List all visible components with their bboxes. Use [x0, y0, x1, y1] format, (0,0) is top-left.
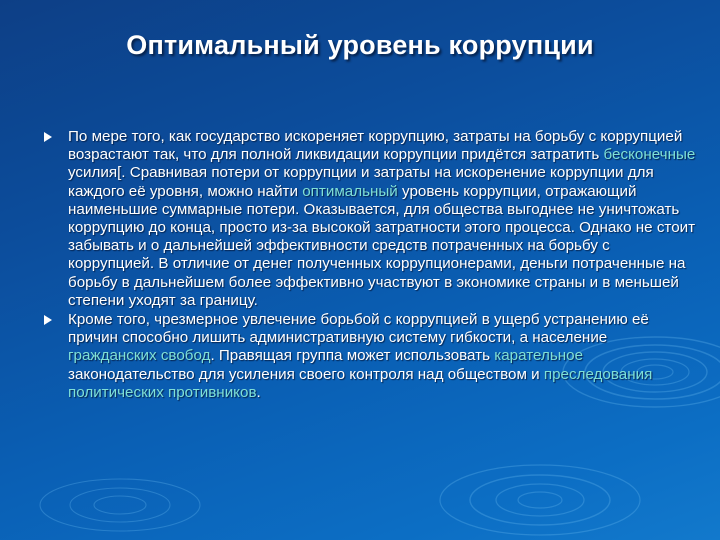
slide-title: Оптимальный уровень коррупции [126, 30, 594, 60]
triangle-bullet-icon [44, 132, 52, 142]
highlighted-term: бесконечные [603, 146, 696, 164]
slide-body [44, 128, 696, 403]
text-segment: уровень коррупции, отражающий наименьшие суммарные потери. Оказывается, для общества выгоднее не уничтожать коррупцию до конца, просто из-за высокой затратности этого процесса. Однако не стоит забывать и о дальнейшей эффективности средств потраченных на борьбу с коррупцией. В отличие от денег полученных коррупционерами, деньги потраченные на борьбу в дальнейшем более эффективно участвуют в экономике страны и в меньшей степени уходят за границу. [68, 182, 696, 309]
paragraph-text [68, 128, 695, 309]
bullet-paragraph [44, 311, 696, 402]
highlighted-term: оптимальный [302, 182, 398, 200]
text-segment: . Правящая группа может использовать [210, 347, 495, 365]
text-segment: усилия[. Сравнивая потери от коррупции и затраты на искоренение коррупции для каждого её уровня, можно найти [68, 164, 654, 200]
text-segment: По мере того, как государство искореняет коррупцию, затраты на борьбу с коррупцией возрастают так, что для полной ликвидации коррупции придётся затратить [68, 128, 683, 164]
bullet-paragraph [44, 128, 696, 310]
text-segment: Кроме того, чрезмерное увлечение борьбой с коррупцией в ущерб устранению её причин способно лишить административную систему гибкости, а население [68, 311, 649, 347]
text-segment: . [256, 383, 261, 401]
highlighted-term: преследования политических противников [68, 365, 653, 401]
triangle-bullet-icon [44, 315, 52, 325]
text-segment: законодательство для усиления своего контроля над обществом и [68, 365, 544, 383]
highlighted-term: карательное [494, 347, 584, 365]
highlighted-term: гражданских свобод [68, 347, 211, 365]
paragraph-text [68, 311, 652, 401]
